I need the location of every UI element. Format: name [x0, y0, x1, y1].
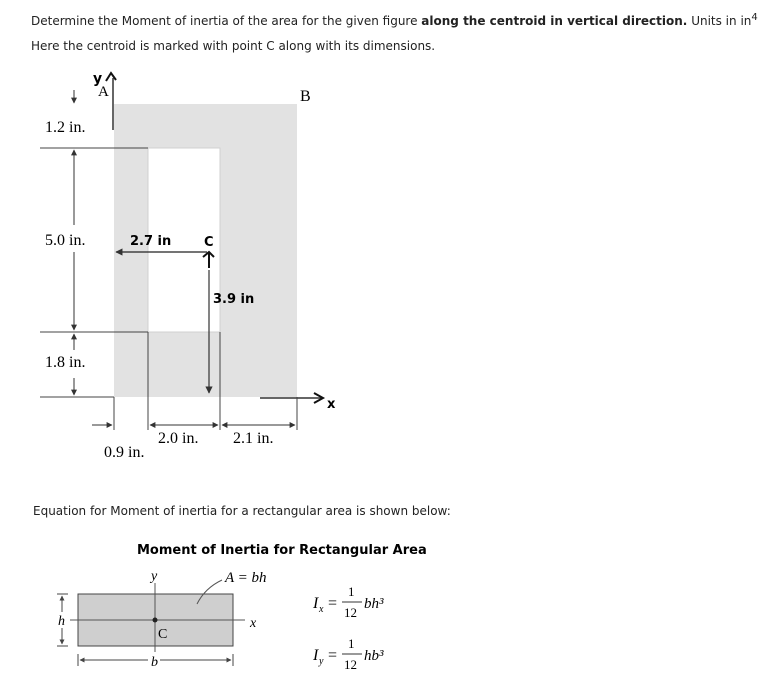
reference-c-label: C: [158, 627, 168, 642]
dim-hole-width-label: 2.0 in.: [158, 430, 199, 447]
dim-top-label: 1.2 in.: [45, 119, 86, 136]
iy-den: 12: [344, 657, 357, 672]
ix-num: 1: [348, 584, 355, 599]
question-text-bold: along the centroid in vertical direction.: [421, 14, 688, 28]
question-text-units: Units in in: [687, 14, 752, 28]
iy-eq: =: [328, 647, 338, 664]
y-axis-label: y: [93, 71, 103, 87]
reference-x-label: x: [250, 616, 257, 631]
dim-right-width-label: 2.1 in.: [233, 430, 274, 447]
dim-mid-label: 5.0 in.: [45, 232, 86, 249]
ix-lhs: I: [313, 595, 319, 612]
iy-rhs: hb³: [364, 648, 384, 664]
x-axis-label: x: [327, 397, 336, 412]
point-a-label: A: [98, 84, 109, 100]
question-text-a: Determine the Moment of inertia of the area for the given figure: [31, 14, 422, 28]
ix-eq: =: [328, 595, 338, 612]
centroid-y-label: 3.9 in: [213, 292, 255, 307]
centroid-label: C: [204, 235, 214, 250]
ix-sub: x: [319, 604, 324, 615]
centroid-x-label: 2.7 in: [130, 234, 172, 249]
ix-rhs: bh³: [364, 596, 384, 612]
area-formula: A = bh: [225, 570, 267, 586]
dim-left-width-label: 0.9 in.: [104, 444, 145, 461]
equation-intro: Equation for Moment of inertia for a rectangular area is shown below:: [33, 504, 451, 518]
point-b-label: B: [300, 88, 311, 105]
iy-lhs: I: [313, 647, 319, 664]
reference-title: Moment of Inertia for Rectangular Area: [137, 543, 427, 558]
reference-y-label: y: [151, 569, 158, 584]
reference-centroid-dot: [153, 618, 158, 623]
iy-num: 1: [348, 636, 355, 651]
h-label: h: [58, 614, 65, 629]
y-axis-arrow: [106, 73, 116, 81]
question-line-2: Here the centroid is marked with point C along with its dimensions.: [31, 39, 436, 53]
b-label: b: [151, 655, 158, 670]
dim-bottom-label: 1.8 in.: [45, 354, 86, 371]
iy-sub: y: [319, 656, 324, 667]
units-exponent: 4: [751, 12, 758, 23]
reference-figure: [0, 528, 764, 678]
ix-den: 12: [344, 605, 357, 620]
